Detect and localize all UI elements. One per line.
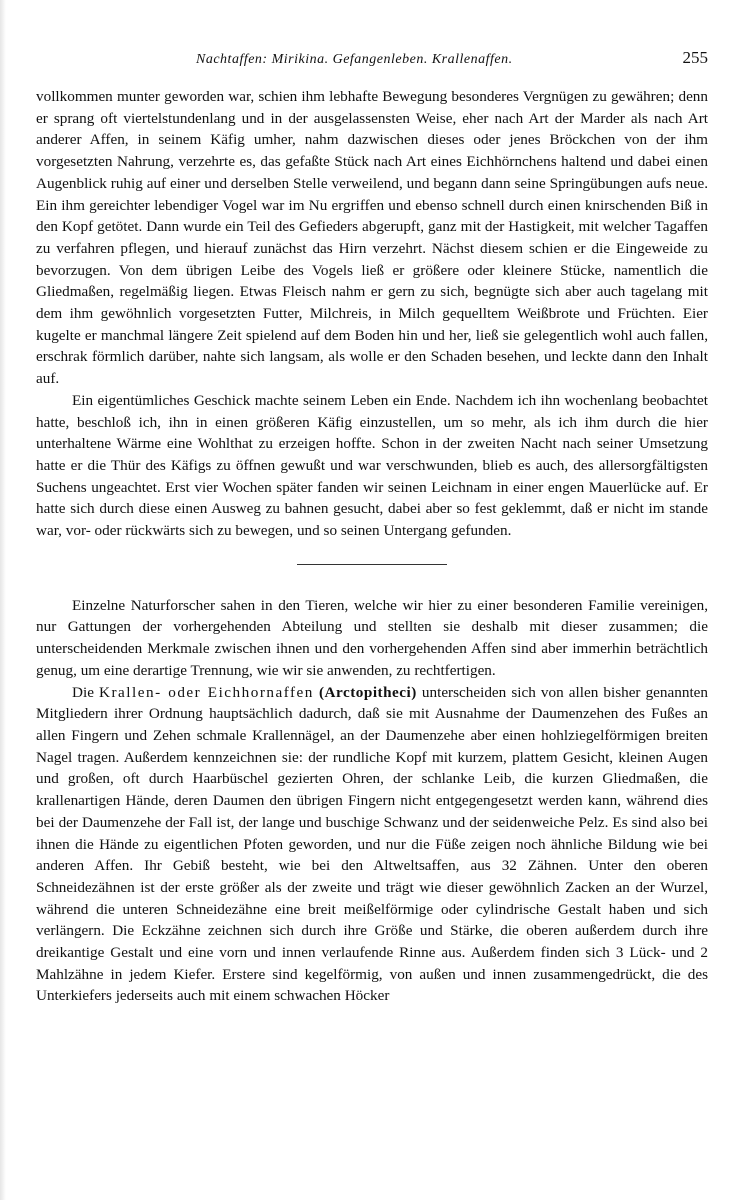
paragraph-family-classification: Einzelne Naturforscher sahen in den Tieren, welche wir hier zu einer besonderen Familie vereinigen, nur Gattungen der vorhergehenden Abteilung und stellten sie deshalb mit dieser zusammen; die unterscheidenden Merkmale zwischen ihnen und den vorhergehenden Affen sind aber immerhin beträchtlich genug, um eine derartige Trennung, wie wir sie anwenden, zu rechtfertigen.	[36, 596, 708, 679]
running-title: Nachtaffen: Mirikina. Gefangenleben. Krallenaffen.	[196, 52, 513, 67]
family-name-term: Krallen- oder Eichhornaffen	[99, 683, 314, 701]
section-krallenaffen	[36, 595, 708, 1007]
section-divider-rule	[297, 564, 447, 565]
page-number: 255	[682, 48, 708, 67]
page-edge-shadow	[0, 0, 6, 1200]
running-header	[196, 48, 708, 74]
section-mirikina-captivity	[36, 86, 708, 542]
paragraph-family-characteristics	[36, 682, 708, 1008]
lead-word: Die	[72, 683, 94, 701]
book-page	[36, 48, 708, 1007]
paragraph-playful-behavior: vollkommen munter geworden war, schien ihm lebhafte Bewegung besonderes Vergnügen zu gewähren; denn er sprang oft viertelstundenlang und in der ausgelassensten Weise, eher nach Art der Marder als nach Art anderer Affen, in seinem Käfig umher, nahm dazwischen dieses oder jenes Bröckchen von der ihm vorgesetzten Nahrung, verzehrte es, das gefaßte Stück nach Art eines Eichhörnchens haltend und dabei einen Augenblick ruhig auf einer und derselben Stelle verweilend, und begann dann seine Springübungen aufs neue. Ein ihm gereichter lebendiger Vogel war im Nu ergriffen und ebenso schnell durch einen knirschenden Biß in den Kopf getötet. Dann wurde ein Teil des Gefieders abgerupft, ganz mit der Hastigkeit, mit welcher Tagaffen zu verfahren pflegen, und hierauf zunächst das Hirn verzehrt. Nächst diesem schien er die Eingeweide zu bevorzugen. Von dem übrigen Leibe des Vogels ließ er größere oder kleinere Stücke, namentlich die Gliedmaßen, regelmäßig liegen. Etwas Fleisch nahm er gern zu sich, begnügte sich aber auch tagelang mit dem ihm gewöhnlich vorgesetzten Futter, Milchreis, in Milch gequelltem Weißbrote und Früchten. Eier kugelte er manchmal längere Zeit spielend auf dem Boden hin und her, ließ sie gelegentlich wohl auch fallen, erschrak förmlich darüber, nahte sich langsam, als wolle er den Schaden besehen, und leckte dann den Inhalt auf.	[36, 88, 708, 388]
latin-family-name: (Arctopitheci)	[318, 683, 417, 701]
paragraph-death-account: Ein eigentümliches Geschick machte seinem Leben ein Ende. Nachdem ich ihn wochenlang beobachtet hatte, beschloß ich, ihn in einen größeren Käfig einzustellen, um so mehr, als ich ihm durch die hier unterhaltene Wärme eine Wohlthat zu erzeigen hoffte. Schon in der zweiten Nacht nach seiner Umsetzung hatte er die Thür des Käfigs zu öffnen gewußt und war verschwunden, blieb es auch, des allersorgfältigsten Suchens ungeachtet. Erst vier Wochen später fanden wir seinen Leichnam in einer engen Mauerlücke auf. Er hatte sich durch diese einen Ausweg zu bahnen gesucht, dabei aber so fest geklemmt, daß er nicht im stande war, vor- oder rückwärts sich zu bewegen, und so seinen Untergang gefunden.	[36, 391, 708, 540]
characteristics-text: unterscheiden sich von allen bisher genannten Mitgliedern ihrer Ordnung hauptsächlich dadurch, daß sie mit Ausnahme der Daumenzehen des Fußes an allen Fingern und Zehen schmale Krallennägel, an der Daumenzehe aber einen hohlziegelförmigen breiten Nagel tragen. Außerdem kennzeichnen sie: der rundliche Kopf mit kurzem, plattem Gesicht, kleinen Augen und großen, oft durch Haarbüschel gezierten Ohren, der schlanke Leib, die kurzen Gliedmaßen, die krallenartigen Hände, deren Daumen den übrigen Fingern nicht entgegengesetzt werden kann, während dies bei der Daumenzehe der Fall ist, der lange und buschige Schwanz und der seidenweiche Pelz. Es sind also bei ihnen die Hände zu eigentlichen Pfoten geworden, und nur die Füße zeigen noch ähnliche Bildung wie bei anderen Affen. Ihr Gebiß besteht, wie bei den Altweltsaffen, aus 32 Zähnen. Unter den oberen Schneidezähnen ist der erste größer als der zweite und trägt wie dieser gewöhnlich Zacken an der Wurzel, während die unteren Schneidezähne eine breit meißelförmige oder cylindrische Gestalt haben und sich verlängern. Die Eckzähne zeichnen sich durch ihre Größe und Stärke, die oberen außerdem durch ihre dreikantige Gestalt und eine vorn und innen verlaufende Rinne aus. Außerdem finden sich 3 Lück- und 2 Mahlzähne in jedem Kiefer. Erstere sind kegelförmig, von außen und innen zusammengedrückt, die des Unterkiefers jederseits auch mit einem schwachen Höcker	[36, 683, 708, 1005]
